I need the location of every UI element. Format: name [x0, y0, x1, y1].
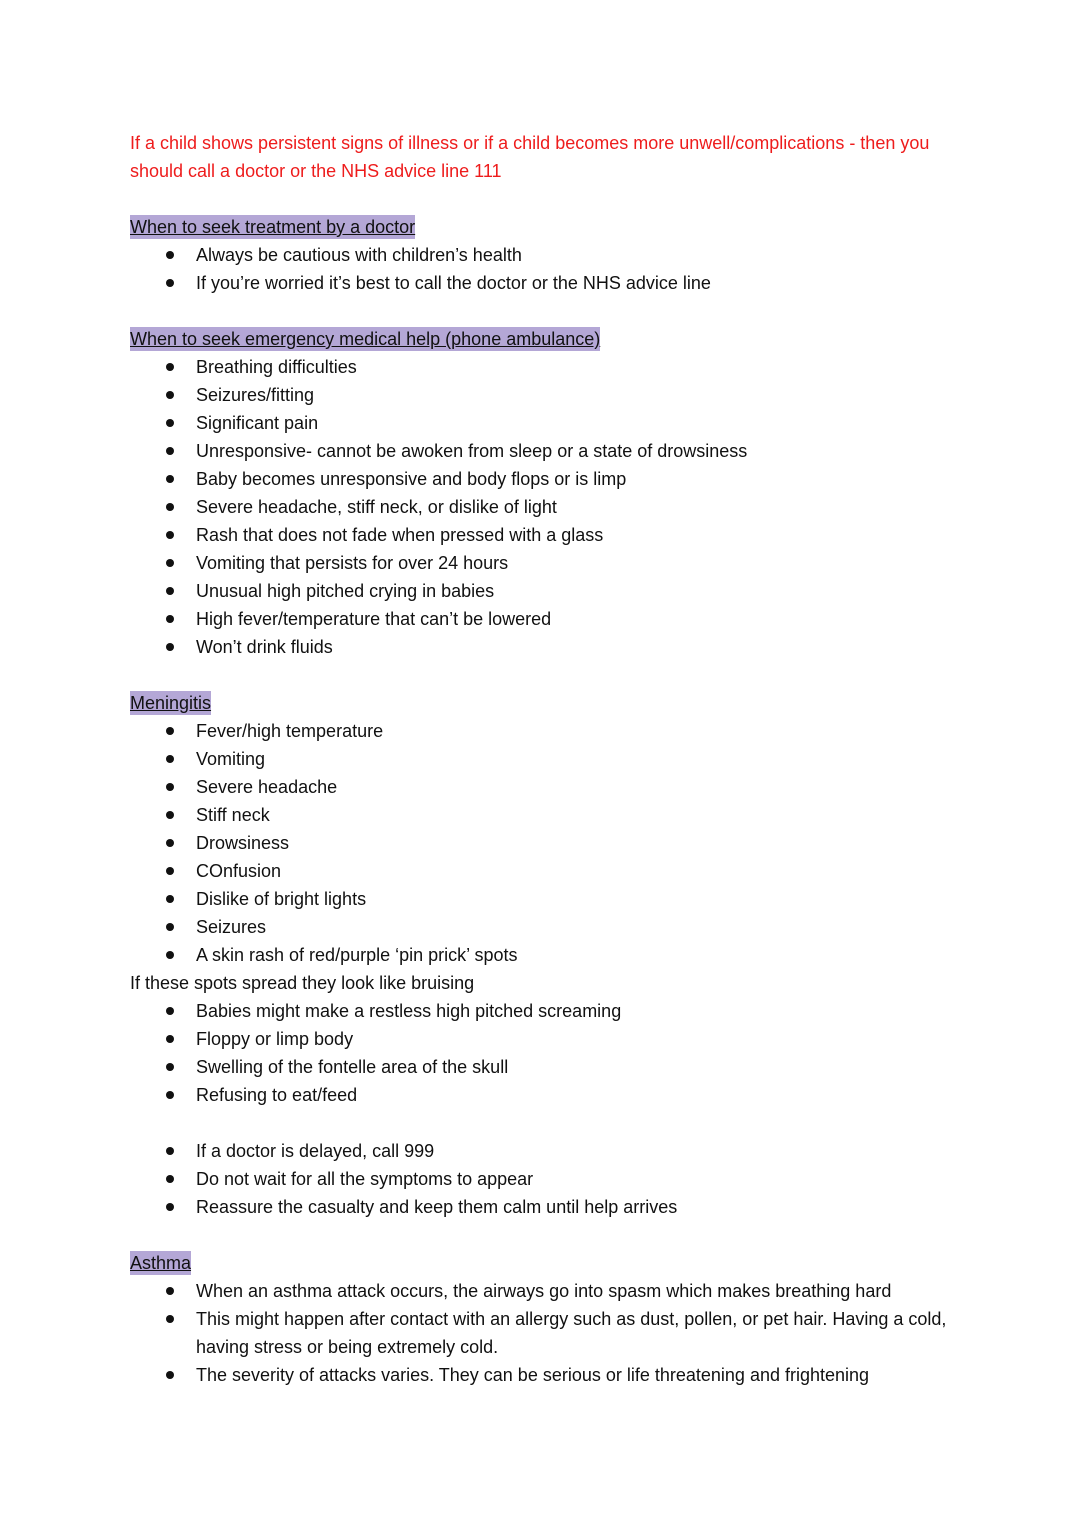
bullet-icon — [166, 1147, 174, 1155]
bullet-icon — [166, 1091, 174, 1099]
bullet-icon — [166, 615, 174, 623]
list-item: Unusual high pitched crying in babies — [130, 577, 960, 605]
list-item: If a doctor is delayed, call 999 — [130, 1137, 960, 1165]
list-item: Severe headache, stiff neck, or dislike of light — [130, 493, 960, 521]
bullet-icon — [166, 419, 174, 427]
bullet-icon — [166, 279, 174, 287]
list-item: Rash that does not fade when pressed with a glass — [130, 521, 960, 549]
list-meningitis-babies — [130, 997, 960, 1109]
list-item: Swelling of the fontelle area of the skull — [130, 1053, 960, 1081]
list-item: Refusing to eat/feed — [130, 1081, 960, 1109]
list-item: Unresponsive- cannot be awoken from sleep or a state of drowsiness — [130, 437, 960, 465]
bullet-icon — [166, 1315, 174, 1323]
bullet-icon — [166, 755, 174, 763]
bullet-icon — [166, 531, 174, 539]
heading-meningitis: Meningitis — [130, 693, 212, 713]
list-item: High fever/temperature that can’t be lowered — [130, 605, 960, 633]
bullet-icon — [166, 1287, 174, 1295]
document-page — [130, 129, 960, 1417]
section-doctor — [130, 213, 960, 297]
bullet-icon — [166, 1371, 174, 1379]
bullet-icon — [166, 839, 174, 847]
bullet-icon — [166, 727, 174, 735]
intro-warning: If a child shows persistent signs of illness or if a child becomes more unwell/complications - then you should call a doctor or the NHS advice line 111 — [130, 133, 930, 181]
list-item: A skin rash of red/purple ‘pin prick’ spots — [130, 941, 960, 969]
section-asthma — [130, 1249, 960, 1389]
list-item: This might happen after contact with an allergy such as dust, pollen, or pet hair. Having a cold, having stress or being extremely cold. — [130, 1305, 960, 1361]
section-meningitis — [130, 689, 960, 1221]
bullet-icon — [166, 1175, 174, 1183]
bullet-icon — [166, 643, 174, 651]
heading-emergency: When to seek emergency medical help (phone ambulance) — [130, 329, 601, 349]
list-meningitis-symptoms — [130, 717, 960, 969]
list-item: Always be cautious with children’s health — [130, 241, 960, 269]
list-doctor — [130, 241, 960, 297]
meningitis-note: If these spots spread they look like bruising — [130, 973, 475, 993]
list-item: Drowsiness — [130, 829, 960, 857]
list-item: If you’re worried it’s best to call the doctor or the NHS advice line — [130, 269, 960, 297]
list-item: Seizures — [130, 913, 960, 941]
bullet-icon — [166, 251, 174, 259]
heading-asthma: Asthma — [130, 1253, 192, 1273]
bullet-icon — [166, 559, 174, 567]
bullet-icon — [166, 811, 174, 819]
list-item: The severity of attacks varies. They can be serious or life threatening and frightening — [130, 1361, 960, 1389]
bullet-icon — [166, 895, 174, 903]
bullet-icon — [166, 391, 174, 399]
list-item: Reassure the casualty and keep them calm until help arrives — [130, 1193, 960, 1221]
list-item: Fever/high temperature — [130, 717, 960, 745]
list-asthma — [130, 1277, 960, 1389]
bullet-icon — [166, 475, 174, 483]
bullet-icon — [166, 1007, 174, 1015]
list-item: Seizures/fitting — [130, 381, 960, 409]
bullet-icon — [166, 951, 174, 959]
spacer — [130, 1109, 960, 1137]
bullet-icon — [166, 923, 174, 931]
bullet-icon — [166, 503, 174, 511]
bullet-icon — [166, 867, 174, 875]
list-item: Stiff neck — [130, 801, 960, 829]
list-item: Do not wait for all the symptoms to appear — [130, 1165, 960, 1193]
list-item: Won’t drink fluids — [130, 633, 960, 661]
bullet-icon — [166, 1035, 174, 1043]
list-item: Severe headache — [130, 773, 960, 801]
list-item: When an asthma attack occurs, the airways go into spasm which makes breathing hard — [130, 1277, 960, 1305]
bullet-icon — [166, 447, 174, 455]
heading-doctor: When to seek treatment by a doctor — [130, 217, 416, 237]
list-item: Baby becomes unresponsive and body flops or is limp — [130, 465, 960, 493]
list-emergency — [130, 353, 960, 661]
list-item: Dislike of bright lights — [130, 885, 960, 913]
list-item: Babies might make a restless high pitched screaming — [130, 997, 960, 1025]
bullet-icon — [166, 363, 174, 371]
bullet-icon — [166, 1063, 174, 1071]
bullet-icon — [166, 1203, 174, 1211]
bullet-icon — [166, 783, 174, 791]
list-meningitis-actions — [130, 1137, 960, 1221]
list-item: Vomiting — [130, 745, 960, 773]
list-item: COnfusion — [130, 857, 960, 885]
bullet-icon — [166, 587, 174, 595]
list-item: Breathing difficulties — [130, 353, 960, 381]
list-item: Significant pain — [130, 409, 960, 437]
section-emergency — [130, 325, 960, 661]
list-item: Floppy or limp body — [130, 1025, 960, 1053]
list-item: Vomiting that persists for over 24 hours — [130, 549, 960, 577]
